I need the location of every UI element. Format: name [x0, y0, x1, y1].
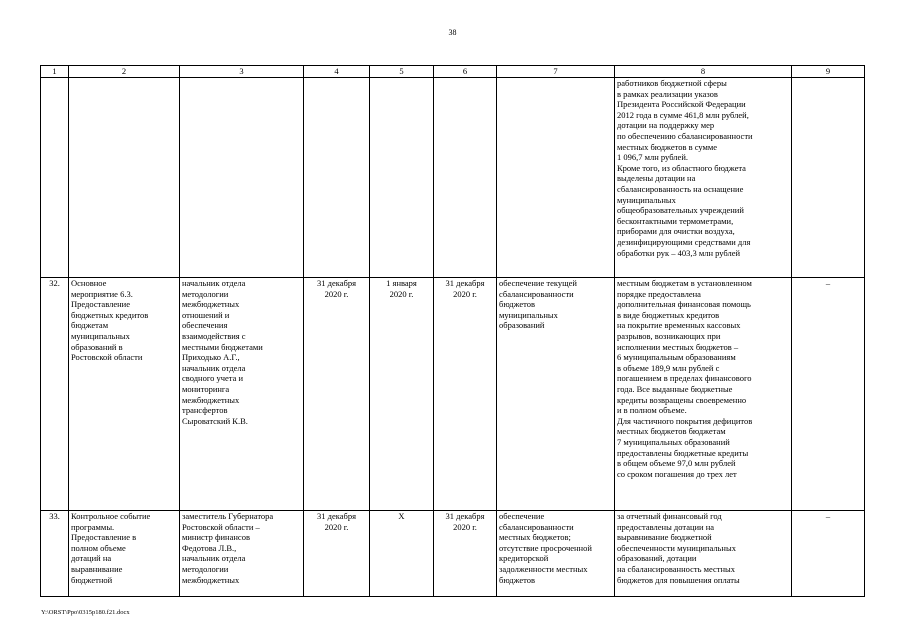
end-date-cell: 31 декабря 2020 г.	[434, 511, 497, 597]
column-header: 4	[304, 66, 370, 78]
event-cell	[69, 78, 180, 278]
column-header: 7	[497, 66, 615, 78]
column-header: 2	[69, 66, 180, 78]
column-header: 5	[370, 66, 434, 78]
end-date-cell: 31 декабря 2020 г.	[434, 278, 497, 511]
responsible-cell: начальник отдела методологии межбюджетных отношений и обеспечения взаимодействия с местными бюджетами Приходько А.Г., начальник отдела сводного учета и мониторинга межбюджетных трансфертов Сыроватский К.В.	[180, 278, 304, 511]
column-header: 8	[615, 66, 792, 78]
end-date-cell	[434, 78, 497, 278]
column-header: 1	[41, 66, 69, 78]
page-number: 38	[448, 28, 457, 37]
report-table	[40, 65, 865, 597]
result-planned-cell: обеспечение текущей сбалансированности бюджетов муниципальных образований	[497, 278, 615, 511]
deviation-cell: –	[792, 278, 865, 511]
result-actual-cell: местным бюджетам в установленном порядке предоставлена дополнительная финансовая помощь в виде бюджетных кредитов на покрытие временных кассовых разрывов, возникающих при исполнении местных бюджетов – 6 муниципальным образованиям в объеме 189,9 млн рублей с погашением в пределах финансового года. Все выданные бюджетные кредиты возвращены своевременно и в полном объеме. Для частичного покрытия дефицитов местных бюджетов бюджетам 7 муниципальных образований предоставлены бюджетные кредиты в общем объеме 97,0 млн рублей со сроком погашения до трех лет	[615, 278, 792, 511]
event-cell: Основное мероприятие 6.3. Предоставление бюджетных кредитов бюджетам муниципальных образований в Ростовской области	[69, 278, 180, 511]
result-actual-cell: за отчетный финансовый год предоставлены дотации на выравнивание бюджетной обеспеченности муниципальных образований, дотации на сбалансированность местных бюджетов для повышения оплаты	[615, 511, 792, 597]
table-row	[41, 511, 865, 597]
column-number-row	[41, 66, 865, 78]
file-path-footer: Y:\ORST\Ppo\0315p180.f21.docx	[41, 609, 130, 616]
row-number: 33.	[41, 511, 69, 597]
deviation-cell	[792, 78, 865, 278]
column-header: 6	[434, 66, 497, 78]
planned-start-cell: 31 декабря 2020 г.	[304, 511, 370, 597]
table-row	[41, 278, 865, 511]
column-header: 3	[180, 66, 304, 78]
event-cell: Контрольное событие программы. Предоставление в полном объеме дотаций на выравнивание бюджетной	[69, 511, 180, 597]
column-header: 9	[792, 66, 865, 78]
responsible-cell	[180, 78, 304, 278]
row-number: 32.	[41, 278, 69, 511]
responsible-cell: заместитель Губернатора Ростовской области – министр финансов Федотова Л.В., начальник отдела методологии межбюджетных	[180, 511, 304, 597]
result-planned-cell	[497, 78, 615, 278]
planned-start-cell	[304, 78, 370, 278]
actual-start-cell: 1 января 2020 г.	[370, 278, 434, 511]
actual-start-cell: X	[370, 511, 434, 597]
result-actual-cell: работников бюджетной сферы в рамках реализации указов Президента Российской Федерации 2012 года в сумме 461,8 млн рублей, дотации на поддержку мер по обеспечению сбалансированности местных бюджетов в сумме 1 096,7 млн рублей. Кроме того, из областного бюджета выделены дотации на сбалансированность на оснащение муниципальных общеобразовательных учреждений бесконтактными термометрами, приборами для очистки воздуха, дезинфицирующими средствами для обработки рук – 403,3 млн рублей	[615, 78, 792, 278]
result-planned-cell: обеспечение сбалансированности местных бюджетов; отсутствие просроченной кредиторской задолженности местных бюджетов	[497, 511, 615, 597]
table-row	[41, 78, 865, 278]
actual-start-cell	[370, 78, 434, 278]
row-number	[41, 78, 69, 278]
planned-start-cell: 31 декабря 2020 г.	[304, 278, 370, 511]
deviation-cell: –	[792, 511, 865, 597]
